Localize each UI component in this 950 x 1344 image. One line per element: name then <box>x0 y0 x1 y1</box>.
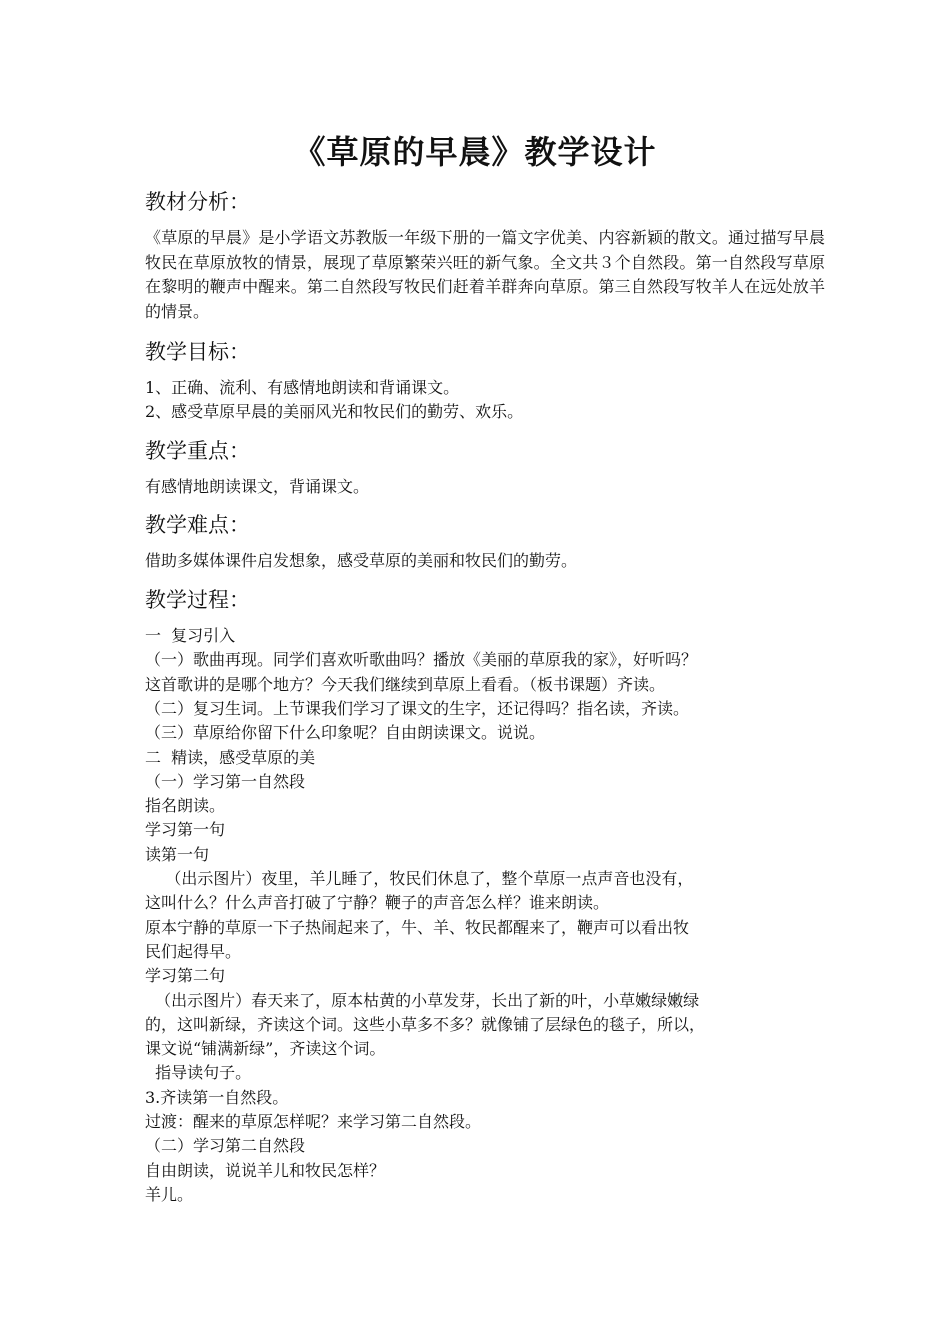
process-line: （二）复习生词。上节课我们学习了课文的生字，还记得吗？指名读，齐读。 <box>145 698 690 718</box>
process-line: 指名朗读。 <box>145 796 226 816</box>
process-line: 羊儿。 <box>145 1184 194 1204</box>
process-line: （出示图片）春天来了，原本枯黄的小草发芽，长出了新的叶，小草嫩绿嫩绿 <box>145 990 700 1010</box>
process-line: 学习第二句 <box>145 966 226 986</box>
process-line: （二）学习第二自然段 <box>145 1136 306 1156</box>
process-line: 自由朗读，说说羊儿和牧民怎样？ <box>145 1160 386 1180</box>
process-line: 的，这叫新绿，齐读这个词。这些小草多不多？就像铺了层绿色的毯子，所以， <box>145 1014 706 1034</box>
process-line: （出示图片）夜里，羊儿睡了，牧民们休息了，整个草原一点声音也没有， <box>145 869 694 888</box>
goal-item-1: 1、正确、流利、有感情地朗读和背诵课文。 <box>145 378 460 397</box>
process-line: 读第一句 <box>145 844 210 864</box>
process-line: （三）草原给你留下什么印象呢？自由朗读课文。说说。 <box>145 723 546 743</box>
goal-item-2: 2、感受草原早晨的美丽风光和牧民们的勤劳、欢乐。 <box>145 402 524 421</box>
heading-key-points: 教学重点： <box>145 439 250 463</box>
process-line: 这叫什么？什么声音打破了宁静？鞭子的声音怎么样？谁来朗读。 <box>145 893 610 913</box>
process-line: 过渡：醒来的草原怎样呢？来学习第二自然段。 <box>145 1112 482 1131</box>
difficulties-text: 借助多媒体课件启发想象，感受草原的美丽和牧民们的勤劳。 <box>145 551 578 570</box>
process-line: 原本宁静的草原一下子热闹起来了，牛、羊、牧民都醒来了，鞭声可以看出牧 <box>145 917 690 937</box>
process-line: 二 精读，感受草原的美 <box>145 747 316 767</box>
document-title: 《草原的早晨》教学设计 <box>293 133 657 171</box>
heading-process: 教学过程： <box>145 588 250 612</box>
process-line: （一）学习第一自然段 <box>145 771 306 791</box>
process-line: 一 复习引入 <box>145 626 236 645</box>
process-line: 3.齐读第一自然段。 <box>145 1087 289 1107</box>
process-line: 这首歌讲的是哪个地方？今天我们继续到草原上看看。（板书课题）齐读。 <box>145 674 666 694</box>
key-points-text: 有感情地朗读课文，背诵课文。 <box>145 477 370 496</box>
heading-difficulties: 教学难点： <box>145 513 250 537</box>
process-line: 民们起得早。 <box>145 941 242 961</box>
process-line: 课文说“铺满新绿”，齐读这个词。 <box>145 1039 386 1059</box>
heading-analysis: 教材分析： <box>145 190 250 214</box>
heading-goals: 教学目标： <box>145 340 250 364</box>
process-line: 指导读句子。 <box>145 1063 252 1083</box>
process-line: （一）歌曲再现。同学们喜欢听歌曲吗？播放《美丽的草原我的家》，好听吗？ <box>145 650 698 670</box>
process-line: 学习第一句 <box>145 820 226 840</box>
analysis-paragraph: 《草原的早晨》是小学语文苏教版一年级下册的一篇文字优美、内容新颖的散文。通过描写早晨牧民在草原放牧的情景，展现了草原繁荣兴旺的新气象。全文共３个自然段。第一自然段写草原在黎明的鞭声中醒来。第二自然段写牧民们赶着羊群奔向草原。第三自然段写牧羊人在远处放羊的情景。 <box>145 228 825 321</box>
